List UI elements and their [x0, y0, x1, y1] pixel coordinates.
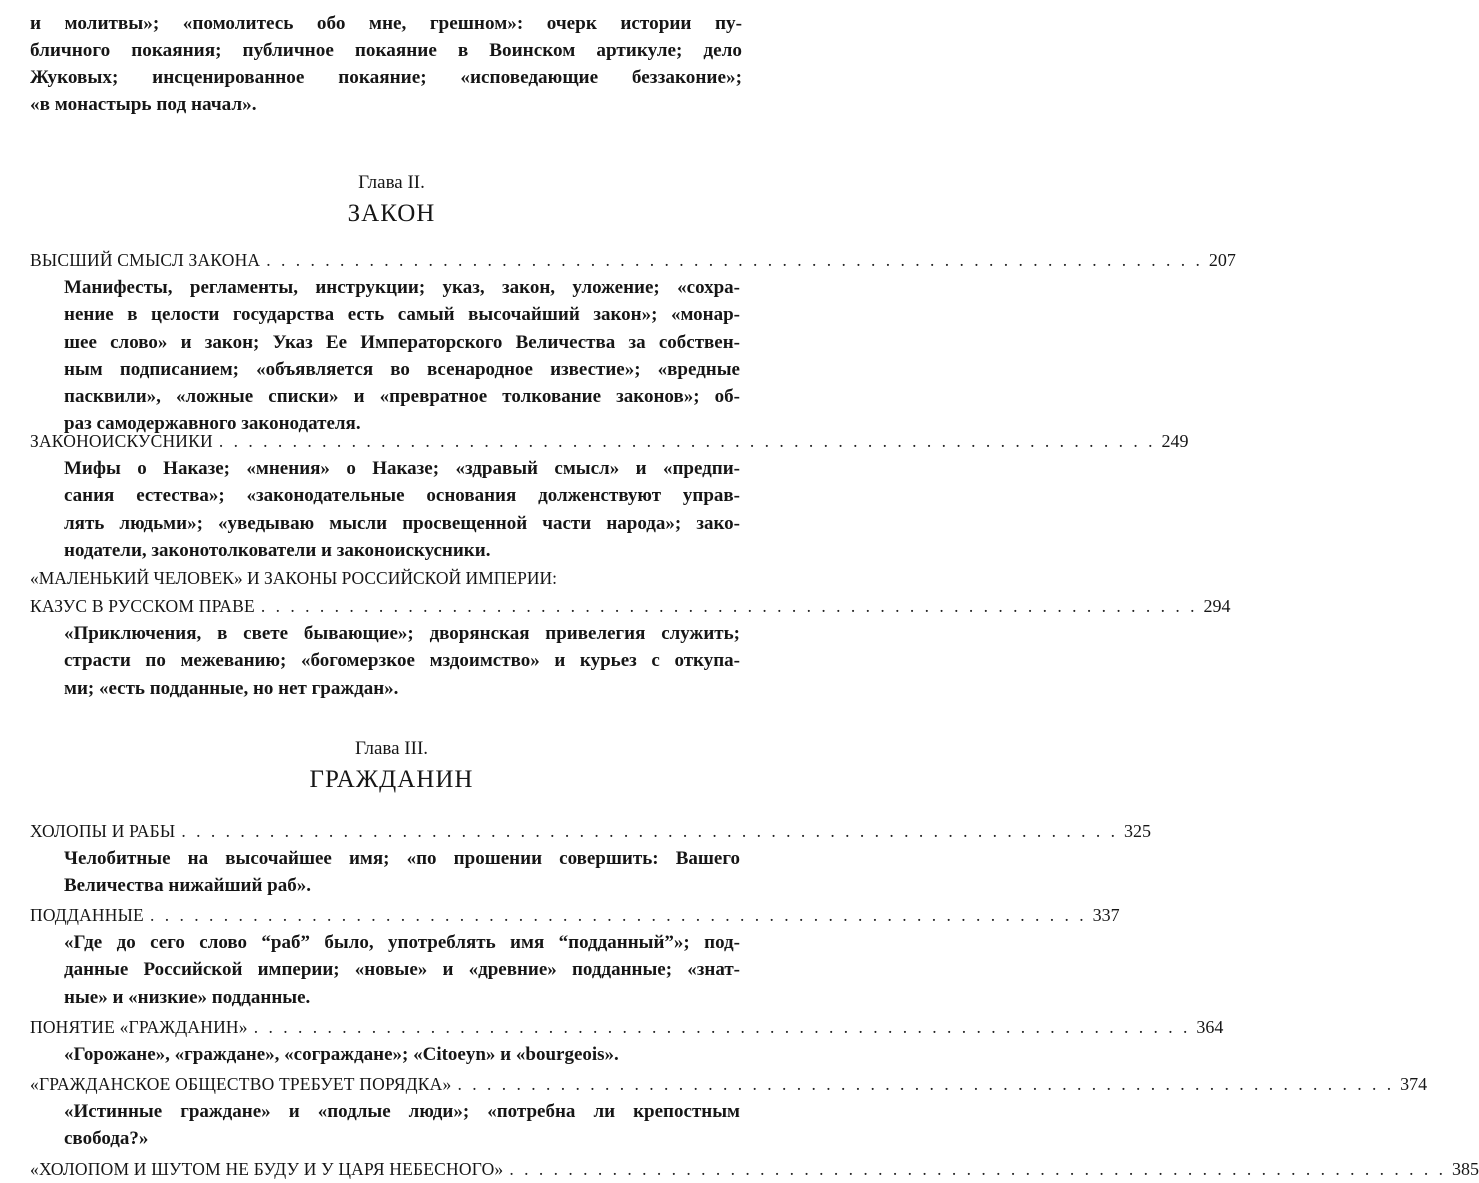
entry-heading[interactable]	[30, 592, 1231, 620]
entry-title: ПОНЯТИЕ «ГРАЖДАНИН»	[30, 1017, 248, 1037]
intro-line: и молитвы»; «помолитесь обо мне, грешном»: очерк истории пу-	[30, 13, 742, 34]
desc-line: Мифы о Наказе; «мнения» о Наказе; «здравый смысл» и «предпи-	[64, 458, 740, 479]
entry-page-number: 294	[1203, 596, 1231, 616]
entry-heading[interactable]	[30, 1070, 1428, 1098]
intro-line: бличного покаяния; публичное покаяние в Воинском артикуле; дело	[30, 40, 742, 61]
desc-line: данные Российской империи; «новые» и «древние» подданные; «знат-	[64, 959, 740, 981]
entry-description	[64, 845, 740, 900]
entry-page-number: 325	[1123, 821, 1151, 841]
entry-heading[interactable]	[30, 1155, 1479, 1183]
entry-description	[64, 274, 740, 438]
entry-title-line1: «МАЛЕНЬКИЙ ЧЕЛОВЕК» И ЗАКОНЫ РОССИЙСКОЙ ИМПЕРИИ:	[30, 568, 557, 588]
toc-entry[interactable]	[30, 1013, 1224, 1068]
entry-heading[interactable]	[30, 1013, 1224, 1041]
desc-line: нение в целости государства есть самый высочайший закон»; «монар-	[64, 304, 740, 326]
entry-description	[64, 620, 740, 702]
chapter-title: ЗАКОН	[347, 200, 436, 227]
entry-page-number: 207	[1208, 250, 1236, 270]
desc-line: сания естества»; «законодательные основания долженствуют управ-	[64, 485, 740, 507]
entry-heading[interactable]	[30, 817, 1151, 845]
intro-line: «в монастырь под начал».	[30, 94, 257, 115]
chapter-title: ГРАЖДАНИН	[309, 766, 474, 793]
desc-line: «Приключения, в свете бывающие»; дворянская привелегия служить;	[64, 623, 740, 644]
dot-leader: . . . . . . . . . . . . . . . . . . . . . . . . . . . . . . . . . . . . . . . . . . . . . . . . . . . . . . . . . . . . . . . .	[218, 431, 1156, 451]
desc-line: «Где до сего слово “раб” было, употреблять имя “подданный”»; под-	[64, 932, 740, 953]
desc-line: «Истинные граждане» и «подлые люди»; «потребна ли крепостным	[64, 1101, 740, 1122]
entry-heading[interactable]	[30, 427, 1189, 455]
desc-line: страсти по межеванию; «богомерзкое мздоимство» и курьез с откупа-	[64, 650, 740, 672]
entry-page-number: 337	[1092, 905, 1120, 925]
entry-description	[64, 455, 740, 564]
dot-leader: . . . . . . . . . . . . . . . . . . . . . . . . . . . . . . . . . . . . . . . . . . . . . . . . . . . . . . . . . . . . . . . .	[253, 1017, 1191, 1037]
dot-leader: . . . . . . . . . . . . . . . . . . . . . . . . . . . . . . . . . . . . . . . . . . . . . . . . . . . . . . . . . . . . . . . .	[509, 1159, 1446, 1179]
toc-entry[interactable]	[30, 246, 1236, 438]
desc-line: Манифесты, регламенты, инструкции; указ, закон, уложение; «сохра-	[64, 277, 740, 298]
entry-page-number: 249	[1161, 431, 1189, 451]
desc-line: раз самодержавного законодателя.	[64, 413, 361, 435]
entry-description	[64, 929, 740, 1011]
dot-leader: . . . . . . . . . . . . . . . . . . . . . . . . . . . . . . . . . . . . . . . . . . . . . . . . . . . . . . . . . . . . . . . .	[266, 250, 1203, 270]
entry-page-number: 385	[1452, 1159, 1479, 1179]
toc-entry[interactable]	[30, 564, 1231, 702]
desc-line: пасквили», «ложные списки» и «превратное толкование законов»; об-	[64, 386, 740, 408]
entry-title: «ХОЛОПОМ И ШУТОМ НЕ БУДУ И У ЦАРЯ НЕБЕСНОГО»	[30, 1159, 504, 1179]
entry-title: «ГРАЖДАНСКОЕ ОБЩЕСТВО ТРЕБУЕТ ПОРЯДКА»	[30, 1074, 452, 1094]
entry-title: КАЗУС В РУССКОМ ПРАВЕ	[30, 596, 255, 616]
dot-leader: . . . . . . . . . . . . . . . . . . . . . . . . . . . . . . . . . . . . . . . . . . . . . . . . . . . . . . . . . . . . . . . .	[457, 1074, 1395, 1094]
desc-line: лять людьми»; «уведываю мысли просвещенной части народа»; зако-	[64, 512, 740, 534]
desc-line: «Горожане», «граждане», «сограждане»; «Citoeyn» и «bourgeois».	[64, 1044, 619, 1065]
desc-line: свобода?»	[64, 1128, 149, 1150]
entry-heading[interactable]	[30, 901, 1120, 929]
entry-title: ЗАКОНОИСКУСНИКИ	[30, 431, 213, 451]
entry-heading[interactable]	[30, 246, 1236, 274]
desc-line: Величества нижайший раб».	[64, 875, 311, 897]
dot-leader: . . . . . . . . . . . . . . . . . . . . . . . . . . . . . . . . . . . . . . . . . . . . . . . . . . . . . . . . . . . . . . . .	[181, 821, 1118, 841]
entry-title: ВЫСШИЙ СМЫСЛ ЗАКОНА	[30, 250, 261, 270]
desc-line: ные» и «низкие» подданные.	[64, 986, 311, 1008]
entry-title: ХОЛОПЫ И РАБЫ	[30, 821, 176, 841]
chapter-number: Глава III.	[354, 738, 429, 759]
dot-leader: . . . . . . . . . . . . . . . . . . . . . . . . . . . . . . . . . . . . . . . . . . . . . . . . . . . . . . . . . . . . . . . .	[149, 905, 1087, 925]
toc-entry[interactable]	[30, 1155, 1479, 1183]
dot-leader: . . . . . . . . . . . . . . . . . . . . . . . . . . . . . . . . . . . . . . . . . . . . . . . . . . . . . . . . . . . . . . . .	[260, 596, 1198, 616]
intro-paragraph	[30, 10, 742, 118]
desc-line: ми; «есть подданные, но нет граждан».	[64, 677, 399, 699]
desc-line: Челобитные на высочайшее имя; «по прошении совершить: Вашего	[64, 848, 740, 869]
entry-title: ПОДДАННЫЕ	[30, 905, 144, 925]
entry-page-number: 364	[1196, 1017, 1224, 1037]
desc-line: нодатели, законотолкователи и законоискусники.	[64, 539, 491, 561]
toc-entry[interactable]	[30, 1070, 1428, 1153]
intro-line: Жуковых; инсценированное покаяние; «исповедающие беззаконие»;	[30, 67, 742, 88]
entry-description	[64, 1041, 740, 1068]
chapter-number: Глава II.	[358, 172, 425, 193]
entry-page-number: 374	[1400, 1074, 1428, 1094]
toc-entry[interactable]	[30, 427, 1189, 564]
toc-entry[interactable]	[30, 817, 1151, 900]
entry-description	[64, 1098, 740, 1153]
toc-entry[interactable]	[30, 901, 1120, 1011]
desc-line: ным подписанием; «объявляется во всенародное известие»; «вредные	[64, 358, 740, 380]
desc-line: шее слово» и закон; Указ Ее Императорского Величества за собствен-	[64, 331, 740, 353]
